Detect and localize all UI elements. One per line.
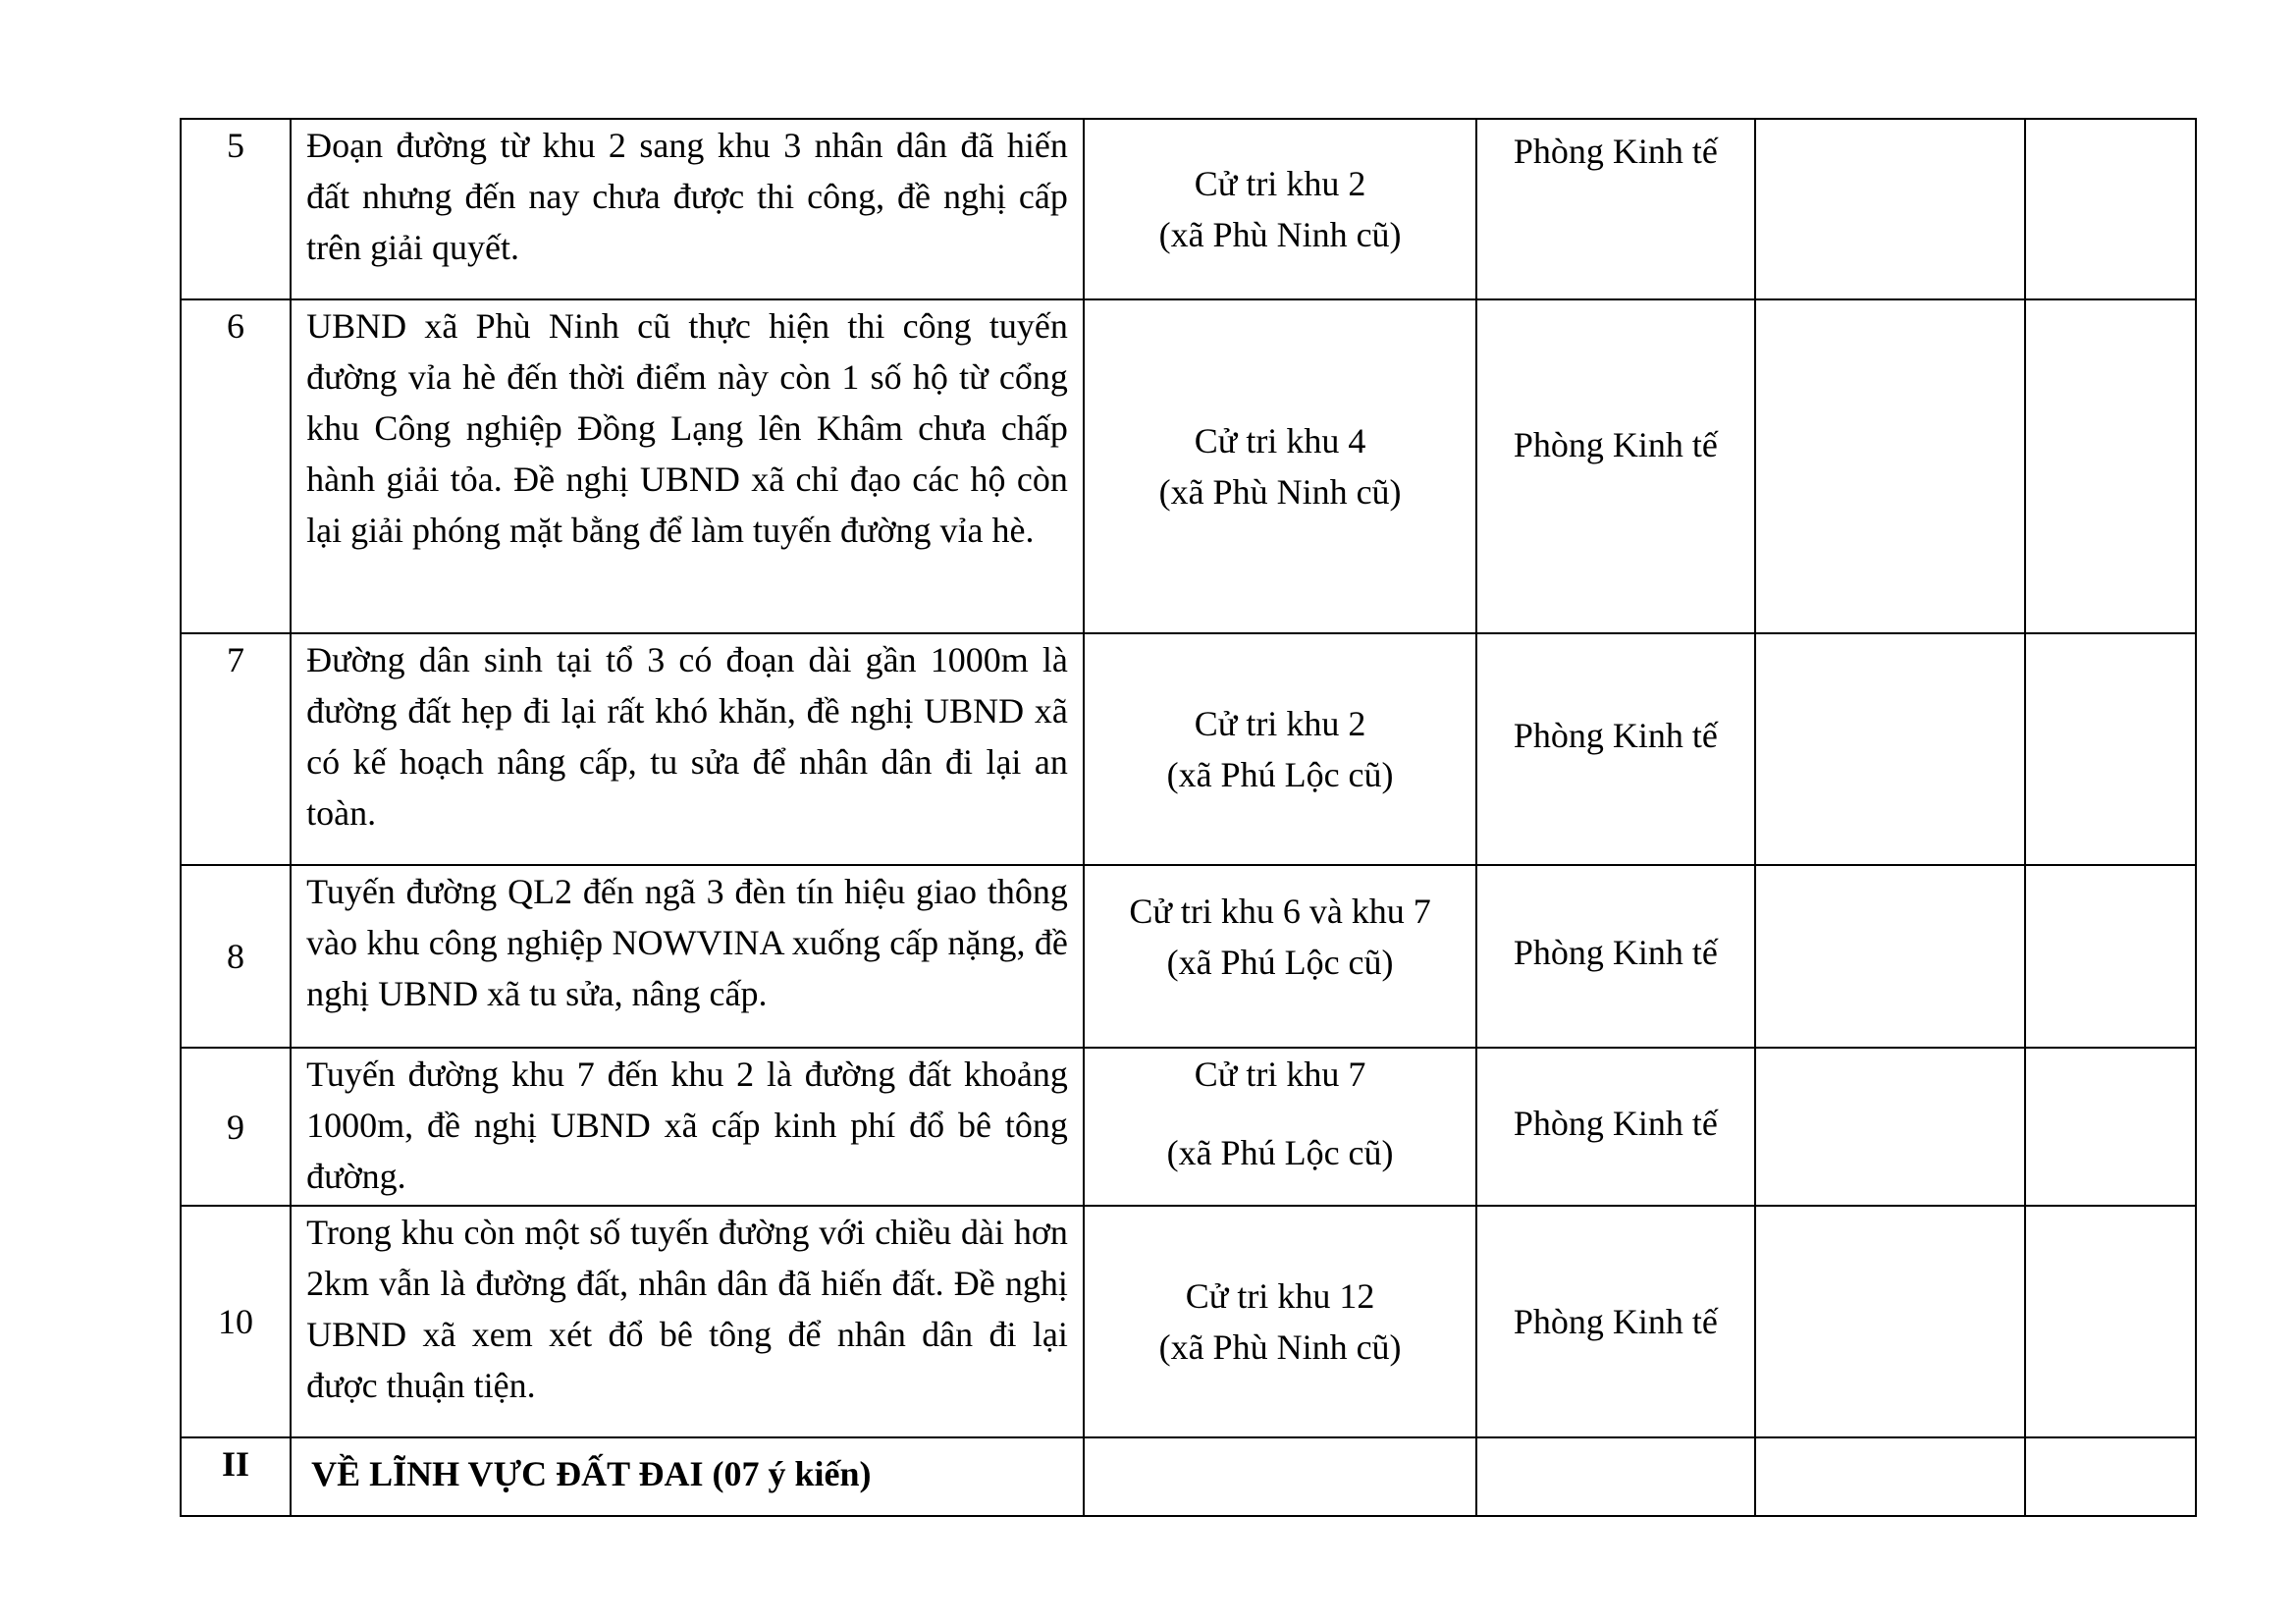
voter-name: Cử tri khu 2	[1194, 164, 1366, 203]
row-content: UBND xã Phù Ninh cũ thực hiện thi công tuyến đường vỉa hè đến thời điểm này còn 1 số hộ từ cổng khu Công nghiệp Đồng Lạng lên Khâm chưa chấp hành giải tỏa. Đề nghị UBND xã chỉ đạo các hộ còn lại giải phóng mặt bằng để làm tuyến đường vỉa hè.	[291, 299, 1084, 633]
empty-cell	[2025, 633, 2196, 865]
row-agency	[1476, 119, 1754, 299]
table-row	[181, 1206, 2196, 1437]
voter-name: Cử tri khu 12	[1185, 1276, 1375, 1316]
empty-cell	[1755, 119, 2025, 299]
voter-name: Cử tri khu 7	[1194, 1055, 1366, 1094]
agency-label: Phòng Kinh tế	[1513, 1302, 1718, 1341]
voter-commune: (xã Phú Lộc cũ)	[1166, 943, 1394, 982]
voter-commune: (xã Phú Lộc cũ)	[1166, 755, 1394, 794]
empty-cell	[1755, 633, 2025, 865]
voter-name: Cử tri khu 2	[1194, 704, 1366, 743]
row-content: Tuyến đường QL2 đến ngã 3 đèn tín hiệu giao thông vào khu công nghiệp NOWVINA xuống cấp nặng, đề nghị UBND xã tu sửa, nâng cấp.	[291, 865, 1084, 1048]
row-number: 10	[181, 1206, 291, 1437]
voter-name: Cử tri khu 6 và khu 7	[1129, 892, 1431, 931]
section-header-row	[181, 1437, 2196, 1516]
row-voter	[1084, 1048, 1476, 1206]
voter-name: Cử tri khu 4	[1194, 421, 1366, 460]
empty-cell	[1476, 1437, 1754, 1516]
table-row	[181, 633, 2196, 865]
empty-cell	[2025, 865, 2196, 1048]
agency-label: Phòng Kinh tế	[1513, 716, 1718, 755]
row-content: Trong khu còn một số tuyến đường với chiều dài hơn 2km vẫn là đường đất, nhân dân đã hiến đất. Đề nghị UBND xã xem xét đổ bê tông để nhân dân đi lại được thuận tiện.	[291, 1206, 1084, 1437]
row-content: Tuyến đường khu 7 đến khu 2 là đường đất khoảng 1000m, đề nghị UBND xã cấp kinh phí đổ bê tông đường.	[291, 1048, 1084, 1206]
row-number: 8	[181, 865, 291, 1048]
table-row	[181, 299, 2196, 633]
petition-table	[180, 118, 2197, 1517]
row-number: 6	[181, 299, 291, 633]
row-number: 5	[181, 119, 291, 299]
row-agency	[1476, 633, 1754, 865]
voter-commune: (xã Phù Ninh cũ)	[1158, 215, 1402, 254]
empty-cell	[1755, 865, 2025, 1048]
empty-cell	[1084, 1437, 1476, 1516]
table-row	[181, 119, 2196, 299]
empty-cell	[2025, 1048, 2196, 1206]
row-voter	[1084, 633, 1476, 865]
row-agency	[1476, 1048, 1754, 1206]
table-row	[181, 1048, 2196, 1206]
row-voter	[1084, 1206, 1476, 1437]
voter-commune: (xã Phù Ninh cũ)	[1158, 1327, 1402, 1367]
table-row	[181, 865, 2196, 1048]
empty-cell	[1755, 1437, 2025, 1516]
row-number: 7	[181, 633, 291, 865]
empty-cell	[2025, 119, 2196, 299]
section-title: VỀ LĨNH VỰC ĐẤT ĐAI (07 ý kiến)	[291, 1437, 1084, 1516]
empty-cell	[2025, 299, 2196, 633]
empty-cell	[2025, 1437, 2196, 1516]
row-number: 9	[181, 1048, 291, 1206]
empty-cell	[1755, 1048, 2025, 1206]
agency-label: Phòng Kinh tế	[1513, 1103, 1718, 1143]
voter-commune: (xã Phù Ninh cũ)	[1158, 472, 1402, 512]
agency-label: Phòng Kinh tế	[1513, 132, 1718, 171]
agency-label: Phòng Kinh tế	[1513, 933, 1718, 972]
row-voter	[1084, 119, 1476, 299]
voter-commune: (xã Phú Lộc cũ)	[1166, 1133, 1394, 1172]
row-voter	[1084, 299, 1476, 633]
empty-cell	[2025, 1206, 2196, 1437]
row-agency	[1476, 865, 1754, 1048]
row-agency	[1476, 299, 1754, 633]
row-agency	[1476, 1206, 1754, 1437]
row-voter	[1084, 865, 1476, 1048]
empty-cell	[1755, 1206, 2025, 1437]
row-content: Đoạn đường từ khu 2 sang khu 3 nhân dân đã hiến đất nhưng đến nay chưa được thi công, đề nghị cấp trên giải quyết.	[291, 119, 1084, 299]
section-number: II	[181, 1437, 291, 1516]
empty-cell	[1755, 299, 2025, 633]
agency-label: Phòng Kinh tế	[1513, 425, 1718, 464]
row-content: Đường dân sinh tại tổ 3 có đoạn dài gần 1000m là đường đất hẹp đi lại rất khó khăn, đề nghị UBND xã có kế hoạch nâng cấp, tu sửa để nhân dân đi lại an toàn.	[291, 633, 1084, 865]
